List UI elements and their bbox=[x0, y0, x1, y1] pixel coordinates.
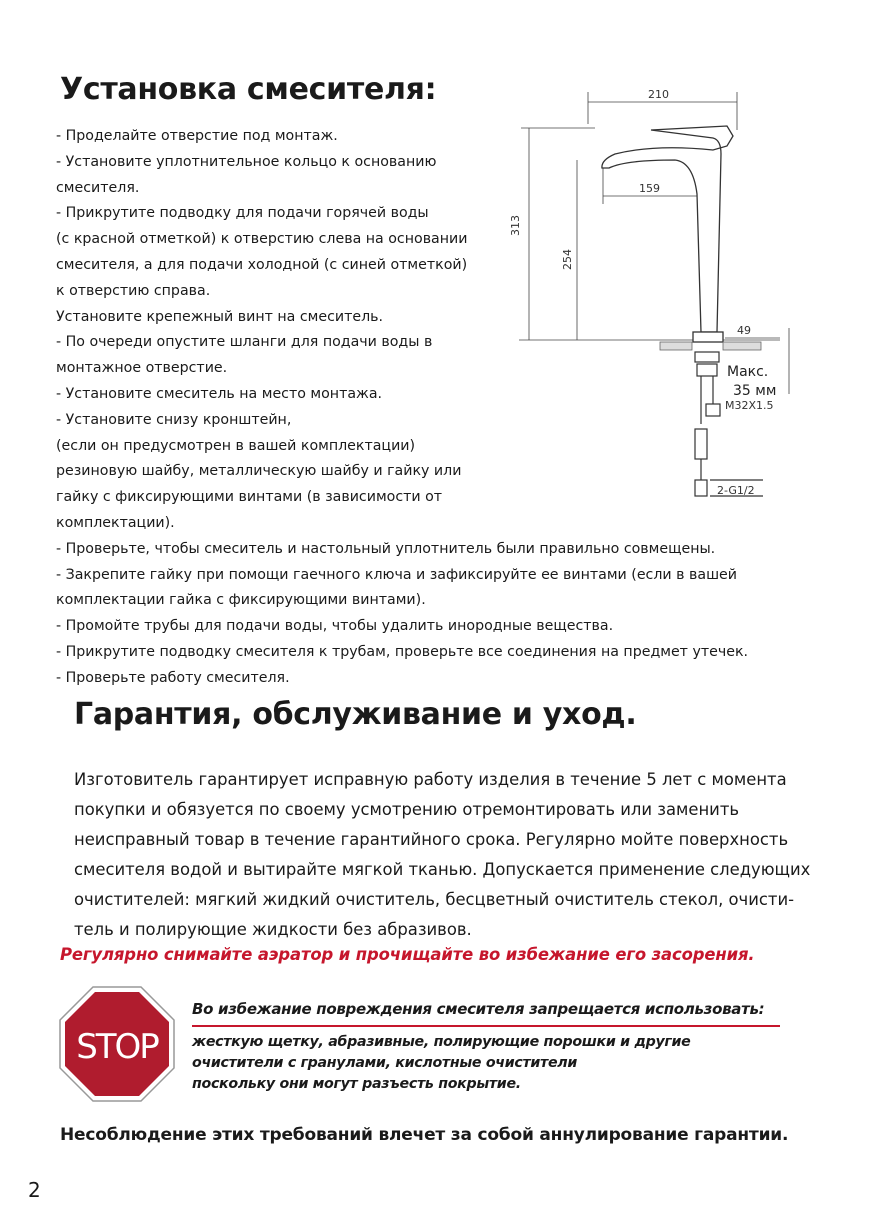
prohibition-line: поскольку они могут разъесть покрытие. bbox=[192, 1076, 521, 1092]
aerator-notice: Регулярно снимайте аэратор и прочищайте во избежание его засорения. bbox=[60, 945, 755, 964]
stop-sign-icon bbox=[58, 985, 176, 1103]
step-line: монтажное отверстие. bbox=[56, 360, 228, 377]
step-line: - Закрепите гайку при помощи гаечного ключа и зафиксируйте ее винтами (если в вашей bbox=[56, 566, 738, 583]
max-label-2: 35 мм bbox=[733, 383, 777, 399]
step-line: резиновую шайбу, металлическую шайбу и гайку или bbox=[56, 463, 462, 480]
prohibition-divider bbox=[192, 1025, 780, 1027]
step-line: (с красной отметкой) к отверстию слева на основании bbox=[56, 231, 468, 248]
dim-width-label: 210 bbox=[648, 88, 669, 101]
prohibition-line: очистители с гранулами, кислотные очистители bbox=[192, 1055, 578, 1071]
step-line: (если он предусмотрен в вашей комплектации) bbox=[56, 437, 416, 454]
step-line: смесителя. bbox=[56, 179, 140, 196]
step-line: к отверстию справа. bbox=[56, 282, 211, 299]
prohibition-line: жесткую щетку, абразивные, полирующие порошки и другие bbox=[192, 1034, 691, 1050]
step-line: - Установите уплотнительное кольцо к основанию bbox=[56, 153, 437, 170]
prohibition-body bbox=[192, 1032, 691, 1095]
step-line: - Прикрутите подводку смесителя к трубам, проверьте все соединения на предмет утечек. bbox=[56, 643, 749, 660]
step-line: комплектации гайка с фиксирующими винтами). bbox=[56, 592, 426, 609]
step-line: - Проделайте отверстие под монтаж. bbox=[56, 128, 338, 144]
step-line: - Установите смеситель на место монтажа. bbox=[56, 385, 383, 402]
page-number: 2 bbox=[28, 1178, 41, 1202]
step-line: - Прикрутите подводку для подачи горячей воды bbox=[56, 205, 429, 222]
step-line: смесителя, а для подачи холодной (с синей отметкой) bbox=[56, 256, 468, 273]
step-line: - Проверьте, чтобы смеситель и настольный уплотнитель были правильно совмещены. bbox=[56, 540, 716, 557]
prohibition-heading: Во избежание повреждения смесителя запрещается использовать: bbox=[192, 1000, 765, 1018]
install-title: Установка смесителя: bbox=[60, 72, 437, 107]
thread-label: M32X1.5 bbox=[725, 399, 774, 412]
warranty-line: тель и полирующие жидкости без абразивов. bbox=[74, 920, 472, 939]
step-line: комплектации). bbox=[56, 514, 175, 531]
step-line: гайку с фиксирующими винтами (в зависимости от bbox=[56, 489, 443, 506]
warranty-line: покупки и обязуется по своему усмотрению отремонтировать или заменить bbox=[74, 800, 740, 819]
step-line: - Установите снизу кронштейн, bbox=[56, 411, 292, 428]
warranty-line: Изготовитель гарантирует исправную работу изделия в течение 5 лет с момента bbox=[74, 770, 787, 789]
hose-label: 2-G1/2 bbox=[717, 484, 755, 497]
stop-sign-text: STOP bbox=[76, 1027, 158, 1067]
step-line: - Промойте трубы для подачи воды, чтобы удалить инородные вещества. bbox=[56, 618, 614, 635]
warranty-line: очистителей: мягкий жидкий очиститель, бесцветный очиститель стекол, очисти- bbox=[74, 890, 795, 909]
warranty-title: Гарантия, обслуживание и уход. bbox=[74, 697, 637, 732]
final-warning: Несоблюдение этих требований влечет за собой аннулирование гарантии. bbox=[60, 1125, 789, 1145]
dim-spout-label: 159 bbox=[639, 182, 660, 195]
step-line: Установите крепежный винт на смеситель. bbox=[56, 308, 384, 325]
warranty-text bbox=[74, 765, 854, 945]
faucet-dimension-diagram bbox=[505, 84, 805, 514]
warranty-line: неисправный товар в течение гарантийного срока. Регулярно мойте поверхность bbox=[74, 830, 789, 849]
dim-base-label: 49 bbox=[737, 324, 751, 337]
step-line: - Проверьте работу смесителя. bbox=[56, 669, 290, 686]
max-label-1: Макс. bbox=[727, 364, 769, 380]
dim-spout-height-label: 254 bbox=[561, 249, 574, 270]
dim-total-height-label: 313 bbox=[509, 215, 522, 236]
step-line: - По очереди опустите шланги для подачи воды в bbox=[56, 334, 433, 351]
warranty-line: смесителя водой и вытирайте мягкой тканью. Допускается применение следующих bbox=[74, 860, 811, 879]
